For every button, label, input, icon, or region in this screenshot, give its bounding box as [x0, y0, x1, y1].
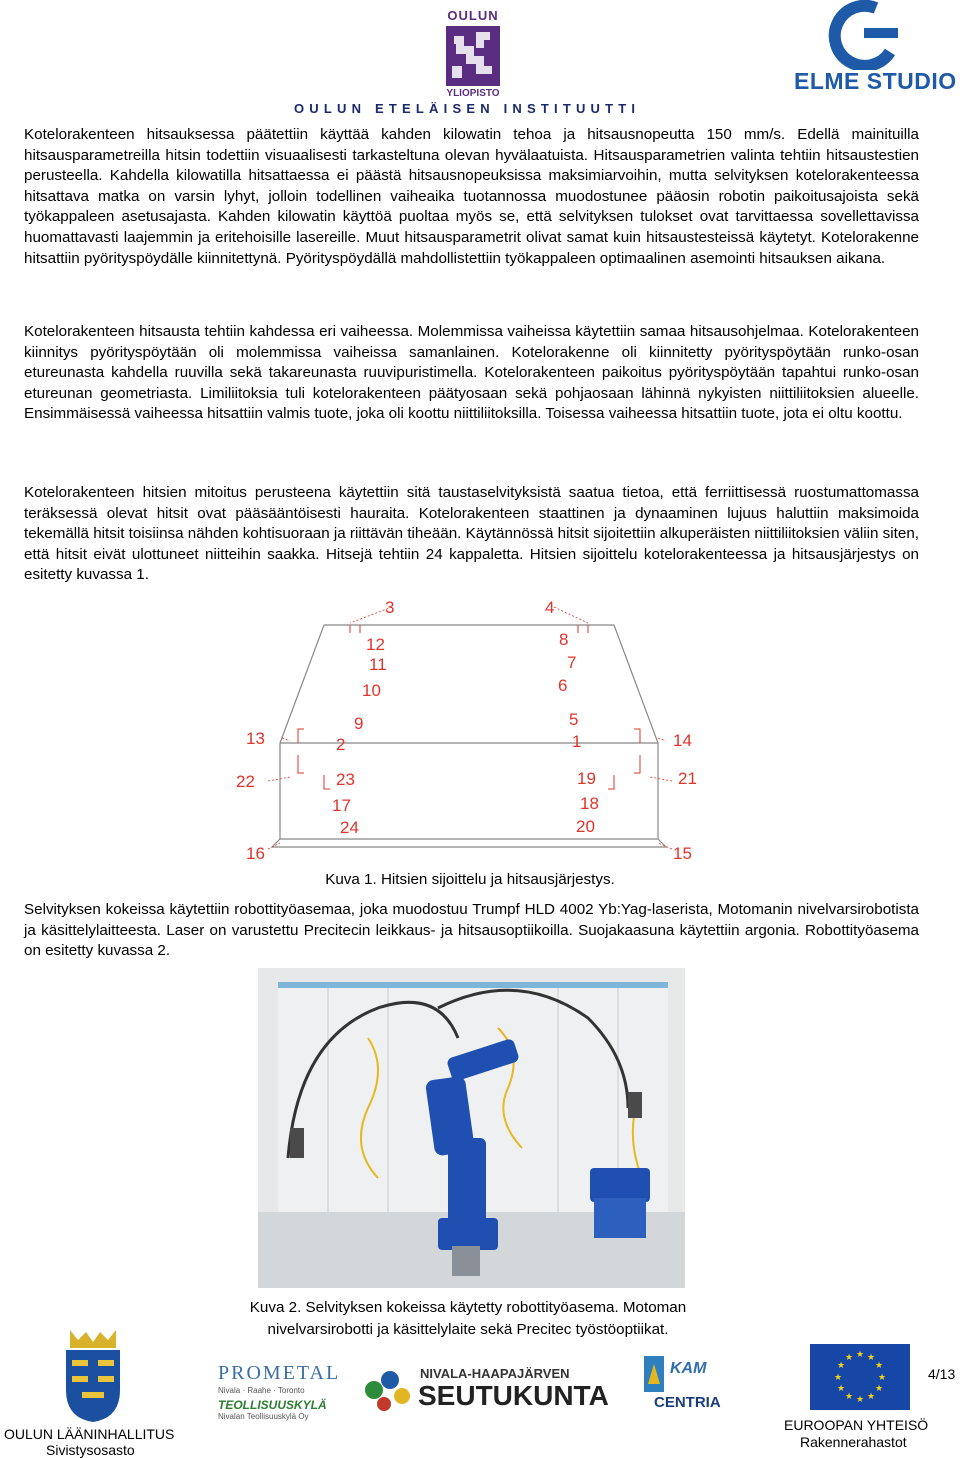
- weld-label-16: 16: [246, 844, 265, 863]
- page-number: 4/13: [928, 1366, 956, 1382]
- weld-label-15: 15: [673, 844, 692, 863]
- weld-label-1: 1: [572, 732, 582, 751]
- weld-label-6: 6: [558, 676, 568, 695]
- eu-flag-icon: [810, 1344, 910, 1410]
- weld-label-18: 18: [580, 794, 599, 813]
- svg-text:★: ★: [844, 1353, 854, 1363]
- weld-label-8: 8: [559, 630, 569, 649]
- university-emblem: [446, 26, 500, 86]
- elme-studio-wordmark: ELME STUDIO: [794, 68, 957, 94]
- weld-label-5: 5: [569, 710, 579, 729]
- elme-studio-logo-mark: [824, 0, 904, 70]
- svg-text:★: ★: [877, 1373, 887, 1383]
- weld-label-11: 11: [369, 655, 387, 674]
- weld-label-13: 13: [246, 729, 265, 748]
- weld-label-17: 17: [332, 796, 351, 815]
- paragraph-robot-station: Selvityksen kokeissa käytettiin robottityöasemaa, joka muodostuu Trumpf HLD 4002 Yb:Yag-laserista, Motomanin nivelvarsirobotista ja käsittelylaitteesta. Laser on varustettu Precitecin leikkaus- ja hitsausoptiikoilla. Suojakaasuna käytettiin argonia. Robottityöasema on esitetty kuvassa 2.: [24, 901, 919, 960]
- svg-text:★: ★: [836, 1384, 846, 1394]
- svg-text:★: ★: [836, 1361, 846, 1371]
- european-community: EUROOPAN YHTEISÖ: [784, 1417, 929, 1433]
- svg-text:★: ★: [866, 1392, 876, 1402]
- svg-text:★: ★: [855, 1350, 865, 1360]
- kam-centria-logo: [644, 1352, 744, 1414]
- paragraph-welding-phases: Kotelorakenteen hitsausta tehtiin kahdessa eri vaiheessa. Molemmissa vaiheissa käytettiin samaa hitsausohjelmaa. Kotelorakenteen kiinnitys pyörityspöytään oli molemmissa vaiheissa samanlainen. Kotelorakenne oli kiinnitetty pyörityspöytään runko-osan etureunasta kahdella ruuvilla sekä takareunasta ruuvipuristimella. Kotelorakenteen paikoitus pyörityspöytään tapahtui runko-osan etureunan geometriasta. Limiliitoksia tuli kotelorakenteen päätyosaan sekä pohjaosaan lähinnä nykyisten niittiliitoksien alueelle. Ensimmäisessä vaiheessa hitsattiin valmis tuote, joka oli koottu niittiliitoksilla. Toisessa vaiheessa hitsattiin tuote, jota ei oltu koottu.: [24, 323, 919, 423]
- university-name-top: OULUN: [447, 8, 499, 23]
- robot-station-photo: [258, 968, 685, 1288]
- weld-label-12: 12: [366, 635, 385, 654]
- svg-text:★: ★: [874, 1384, 884, 1394]
- weld-label-21: 21: [678, 769, 697, 788]
- weld-label-2: 2: [336, 735, 346, 754]
- svg-text:★: ★: [844, 1392, 854, 1402]
- teollisuuskyla-company: Nivalan Teollisuuskylä Oy: [218, 1412, 309, 1421]
- oulu-coat-of-arms-icon: [58, 1330, 128, 1422]
- nivala-region-top: NIVALA-HAAPAJÄRVEN: [420, 1366, 570, 1381]
- prometal-name: PROMETAL: [218, 1362, 341, 1384]
- weld-label-23: 23: [336, 770, 355, 789]
- oulu-education-department: Sivistysosasto: [46, 1442, 135, 1458]
- figure-1-caption: Kuva 1. Hitsien sijoittelu ja hitsausjärjestys.: [325, 871, 615, 888]
- nivala-region-bottom: SEUTUKUNTA: [418, 1380, 609, 1411]
- prometal-locations: Nivala · Raahe · Toronto: [218, 1386, 305, 1395]
- weld-label-22: 22: [236, 772, 255, 791]
- weld-label-19: 19: [577, 769, 596, 788]
- paragraph-weld-dimensioning: Kotelorakenteen hitsien mitoitus perusteena käytettiin sitä taustaselvityksistä saatua tietoa, että ferriittisessä ruostumattomassa teräksessä olevat hitsit ovat pääsääntöisesti hauraita. Kotelorakenteen staattinen ja dynaaminen lujuus haluttiin maksimoida tekemällä hitsit toisiinsa nähden kohtisuoraan ja riittävän tiheään. Käytännössä hitsit sijoitettiin alkuperäisten niittiliitoksien väliin siten, että hitsit eivät ulottuneet niitteihin saakka. Hitsejä tehtiin 24 kappaletta. Hitsien sijoittelu kotelorakenteessa ja hitsausjärjestys on esitetty kuvassa 1.: [24, 484, 919, 584]
- weld-label-3: 3: [385, 598, 395, 617]
- svg-text:★: ★: [874, 1361, 884, 1371]
- weld-label-14: 14: [673, 731, 692, 750]
- paragraph-welding-parameters: Kotelorakenteen hitsauksessa päätettiin käyttää kahden kilowatin tehoa ja hitsausnopeutta 150 mm/s. Edellä mainituilla hitsausparametreilla hitsin todettiin visuaalisesti tarkasteltuna olevan hyvälaatuista. Hitsausparametrien valinta tehtiin hitsaustestien perusteella. Kahdella kilowatilla hitsattaessa ei päästä hitsausnopeuksissa maksimiarvoihin, mutta selvityksen kotelorakenteessa hitsattava matka on varsin lyhyt, jolloin todellinen vaiheaika tuotannossa muodostunee pääosin robotin paikoitusajoista sekä työkappaleen asetusajasta. Kahden kilowatin käyttöä puoltaa myös se, että selvityksen tulokset ovat tarvittaessa sovellettavissa huomattavasti laajemmin ja eritehoisille lasereille. Muut hitsausparametrit olivat samat kuin hitsaustesteissä käytetyt. Kotelorakenne hitsattiin pyörityspöydälle kiinnitettynä. Pyörityspöydällä mahdollistettiin työkappaleen optimaalinen asemointi hitsauksen aikana.: [24, 126, 919, 267]
- figure-2-caption-line-1: Kuva 2. Selvityksen kokeissa käytetty robottityöasema. Motoman: [249, 1299, 687, 1316]
- nivala-haapajarvi-logo: [360, 1360, 609, 1415]
- weld-label-4: 4: [545, 598, 555, 617]
- weld-label-10: 10: [362, 681, 381, 700]
- institute-name: OULUN ETELÄISEN INSTITUUTTI: [294, 101, 641, 116]
- figure-2-caption-line-2: nivelvarsirobotti ja käsittelylaite sekä Precitec työstöoptiikat.: [267, 1321, 669, 1338]
- weld-label-7: 7: [567, 653, 577, 672]
- svg-text:★: ★: [866, 1353, 876, 1363]
- structural-funds: Rakennerahastot: [800, 1434, 907, 1450]
- weld-labels: [236, 598, 697, 863]
- oulun-yliopisto-logo: [444, 8, 502, 98]
- oulu-provincial-office: OULUN LÄÄNINHALLITUS: [4, 1426, 175, 1442]
- figure-2-caption: [180, 1297, 756, 1341]
- weld-label-24: 24: [340, 818, 359, 837]
- svg-text:★: ★: [833, 1373, 843, 1383]
- centria-name: CENTRIA: [654, 1394, 721, 1411]
- kam-name: KAM: [670, 1360, 707, 1377]
- svg-text:★: ★: [855, 1395, 865, 1405]
- teollisuuskyla-name: TEOLLISUUSKYLÄ: [218, 1398, 327, 1412]
- prometal-logo: [218, 1362, 341, 1422]
- weld-placement-diagram: [232, 595, 708, 867]
- weld-label-9: 9: [354, 714, 364, 733]
- weld-label-20: 20: [576, 817, 595, 836]
- university-name-bottom: YLIOPISTO: [446, 88, 500, 99]
